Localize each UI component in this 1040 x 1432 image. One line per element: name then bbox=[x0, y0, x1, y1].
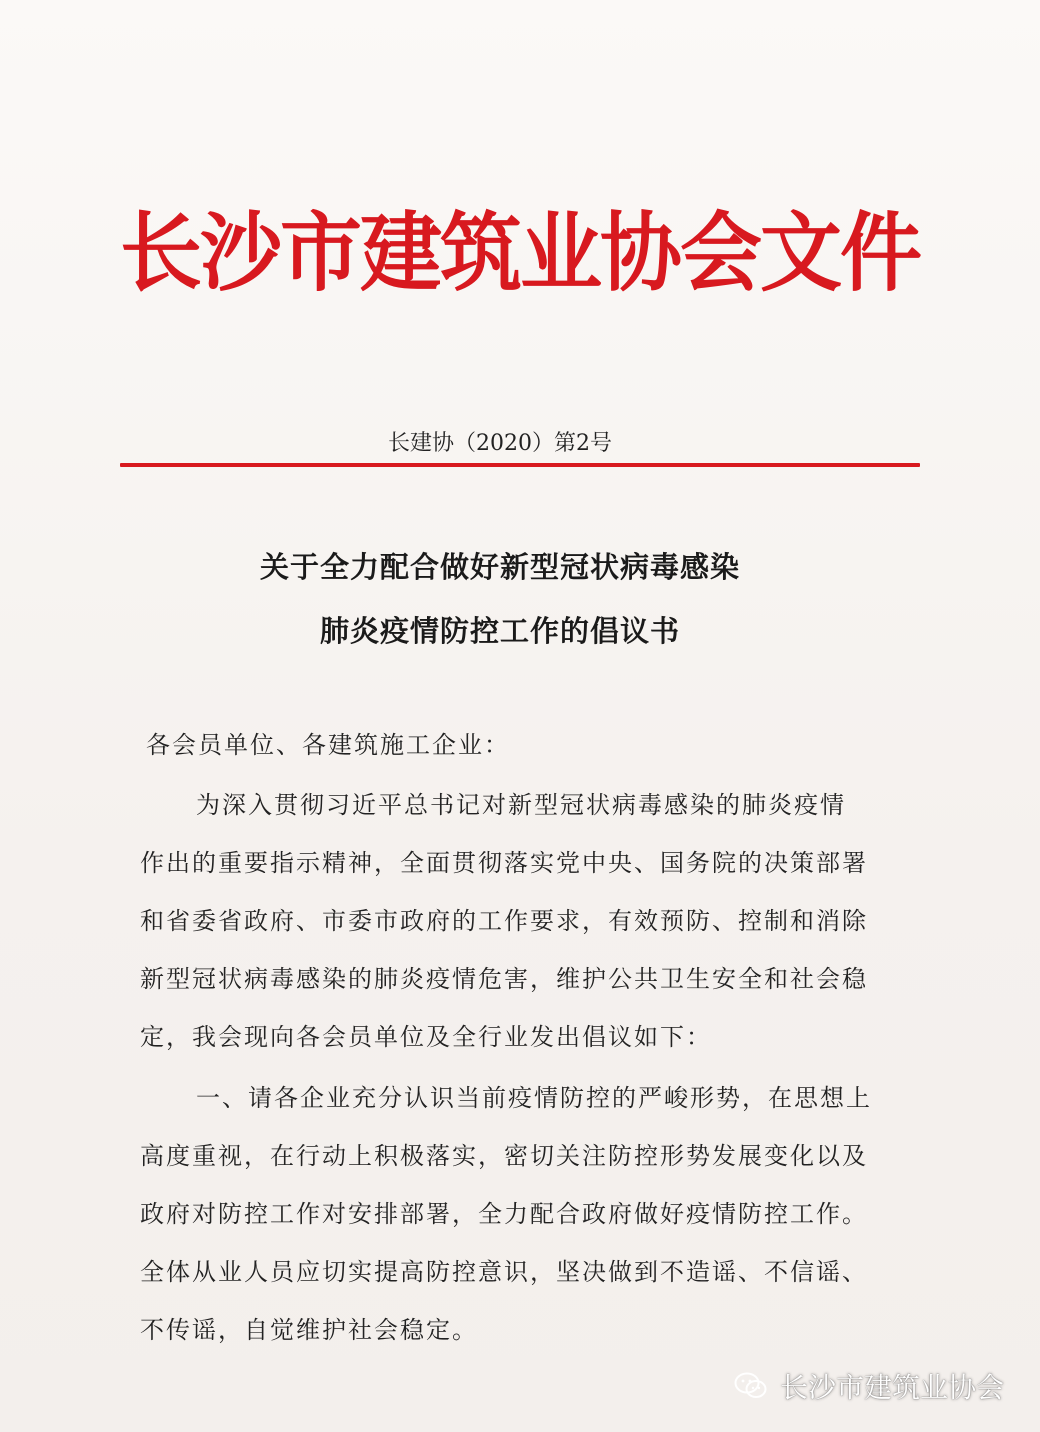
salutation: 各会员单位、各建筑施工企业： bbox=[146, 731, 510, 759]
body-line: 一、请各企业充分认识当前疫情防控的严峻形势，在思想上 bbox=[196, 1084, 872, 1112]
red-divider bbox=[120, 463, 920, 467]
document-number: 长建协（2020）第2号 bbox=[388, 431, 612, 456]
body-line: 和省委省政府、市委市政府的工作要求，有效预防、控制和消除 bbox=[140, 907, 868, 935]
document-header: 长沙市建筑业协会文件 bbox=[119, 203, 920, 304]
body-line: 作出的重要指示精神，全面贯彻落实党中央、国务院的决策部署 bbox=[140, 849, 868, 877]
watermark-text: 长沙市建筑业协会 bbox=[779, 1371, 1004, 1404]
watermark bbox=[734, 1366, 1004, 1406]
wechat-icon bbox=[734, 1372, 768, 1400]
body-line: 为深入贯彻习近平总书记对新型冠状病毒感染的肺炎疫情 bbox=[196, 791, 846, 819]
body-line: 新型冠状病毒感染的肺炎疫情危害，维护公共卫生安全和社会稳 bbox=[140, 965, 868, 993]
body-line: 全体从业人员应切实提高防控意识，坚决做到不造谣、不信谣、 bbox=[140, 1258, 868, 1286]
document-title-line-1: 关于全力配合做好新型冠状病毒感染 bbox=[259, 550, 740, 584]
document-title-line-2: 肺炎疫情防控工作的倡议书 bbox=[319, 614, 680, 648]
body-line: 不传谣，自觉维护社会稳定。 bbox=[140, 1316, 478, 1344]
body-line: 政府对防控工作对安排部署，全力配合政府做好疫情防控工作。 bbox=[140, 1200, 868, 1228]
body-line: 高度重视，在行动上积极落实，密切关注防控形势发展变化以及 bbox=[140, 1142, 868, 1170]
body-line: 定，我会现向各会员单位及全行业发出倡议如下： bbox=[140, 1023, 712, 1051]
